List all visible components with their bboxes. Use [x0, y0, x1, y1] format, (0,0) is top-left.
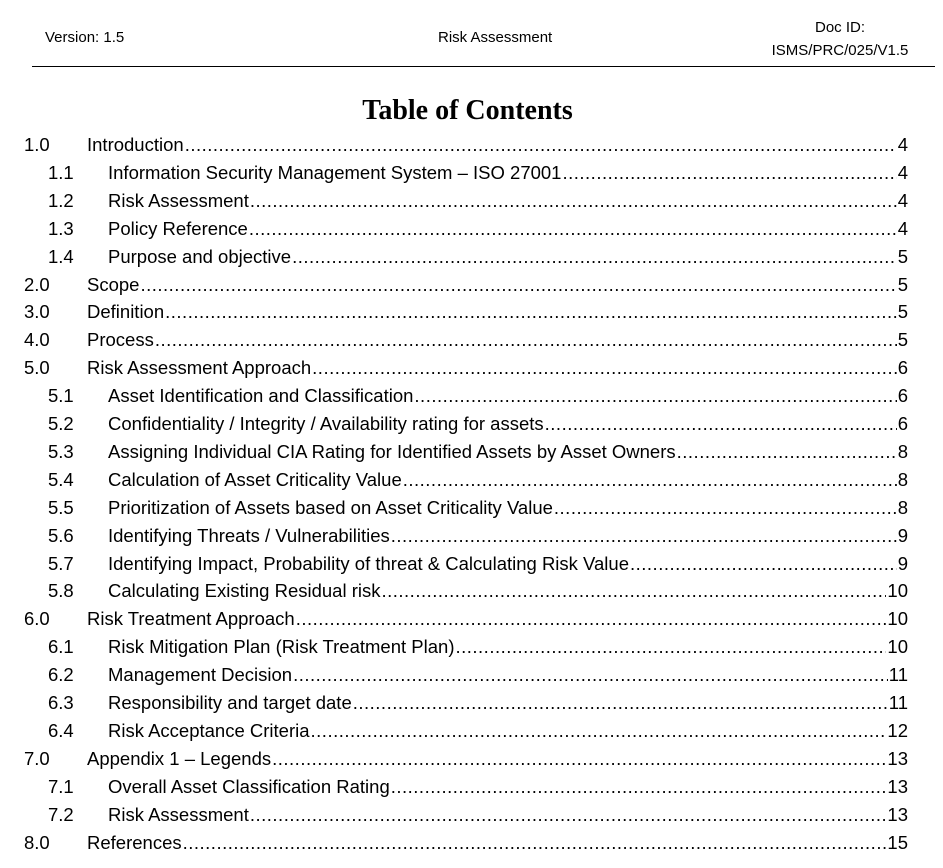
toc-entry[interactable]	[48, 441, 908, 467]
dot-leader	[403, 469, 897, 491]
dot-leader	[250, 804, 887, 826]
toc-entry[interactable]	[24, 832, 908, 858]
toc-entry-title: Risk Acceptance Criteria	[108, 719, 310, 741]
toc-entry-page: 5	[897, 329, 908, 351]
toc-entry[interactable]	[24, 329, 908, 355]
toc-entry-page: 4	[897, 189, 908, 211]
toc-entry-number: 6.1	[48, 636, 74, 658]
toc-entry-page: 6	[897, 385, 908, 407]
toc-entry[interactable]	[48, 469, 908, 495]
toc-entry[interactable]	[48, 246, 908, 272]
toc-entry[interactable]	[24, 301, 908, 327]
toc-entry[interactable]	[48, 636, 908, 662]
dot-leader	[677, 441, 897, 463]
toc-entry[interactable]	[48, 162, 908, 188]
toc-entry-title: Appendix 1 – Legends	[87, 747, 272, 769]
toc-entry-number: 6.0	[24, 608, 50, 630]
toc-entry-title: Identifying Threats / Vulnerabilities	[108, 524, 390, 546]
toc-entry-page: 13	[887, 747, 908, 769]
toc-entry-title: Introduction	[87, 134, 184, 155]
toc-entry-number: 5.5	[48, 496, 74, 518]
dot-leader	[250, 190, 897, 212]
toc-entry-page: 11	[888, 664, 908, 686]
toc-entry[interactable]	[24, 357, 908, 383]
toc-entry-page: 10	[887, 580, 908, 602]
dot-leader	[272, 748, 886, 770]
toc-entry-title: Definition	[87, 301, 165, 323]
dot-leader	[155, 329, 897, 351]
toc-entry[interactable]	[24, 748, 908, 774]
toc-entry-number: 6.4	[48, 719, 74, 741]
dot-leader	[165, 301, 897, 323]
dot-leader	[296, 608, 887, 630]
toc-entry-number: 6.3	[48, 692, 74, 713]
toc-entry-number: 5.7	[48, 552, 74, 574]
toc-entry[interactable]	[48, 692, 908, 718]
toc-entry-page: 8	[897, 468, 908, 490]
toc-entry-page: 9	[897, 524, 908, 546]
toc-entry-page: 10	[887, 608, 908, 630]
toc-entry-title: Purpose and objective	[108, 245, 292, 267]
toc-entry-number: 5.1	[48, 385, 74, 407]
doc-id-label: Doc ID:	[814, 19, 865, 36]
toc-entry-title: Process	[87, 329, 154, 351]
doc-id-value: ISMS/PRC/025/V1.5	[771, 42, 909, 59]
toc-entry-title: Asset Identification and Classification	[108, 385, 414, 407]
toc-entry-page: 6	[897, 413, 908, 434]
dot-leader	[311, 720, 887, 742]
toc-entry-number: 1.2	[48, 189, 74, 211]
toc-entry-page: 6	[897, 357, 908, 379]
toc-entry-number: 5.8	[48, 580, 74, 602]
dot-leader	[554, 497, 897, 519]
toc-entry-page: 4	[897, 161, 908, 183]
toc-entry-title: References	[87, 831, 182, 853]
toc-entry-title: Risk Assessment Approach	[87, 357, 312, 379]
toc-entry[interactable]	[24, 134, 908, 160]
toc-entry-number: 6.2	[48, 664, 74, 686]
header-version: Version: 1.5	[45, 29, 125, 46]
toc-entry-page: 10	[887, 636, 908, 658]
toc-entry-page: 5	[897, 273, 908, 295]
toc-entry[interactable]	[48, 776, 908, 802]
toc-entry-number: 5.6	[48, 524, 74, 546]
toc-entry[interactable]	[48, 720, 908, 746]
toc-entry-number: 8.0	[24, 831, 50, 853]
toc-entry-number: 5.4	[48, 468, 74, 490]
toc-entry[interactable]	[48, 413, 908, 439]
toc-entry-title: Calculating Existing Residual risk	[108, 580, 381, 602]
dot-leader	[455, 636, 886, 658]
toc-entry-title: Policy Reference	[108, 217, 248, 239]
dot-leader	[140, 274, 896, 296]
toc-entry-title: Assigning Individual CIA Rating for Identified Assets by Asset Owners	[108, 440, 676, 462]
toc-entry-title: Management Decision	[108, 664, 293, 686]
dot-leader	[391, 525, 897, 547]
toc-entry-title: Scope	[87, 273, 140, 295]
toc-entry-number: 1.4	[48, 245, 74, 267]
toc-entry-page: 8	[897, 440, 908, 462]
dot-leader	[312, 357, 897, 379]
toc-entry-page: 13	[887, 775, 908, 797]
toc-entry-number: 7.1	[48, 775, 74, 797]
toc-entry[interactable]	[48, 218, 908, 244]
toc-entry-number: 1.0	[24, 134, 50, 155]
toc-entry-number: 3.0	[24, 301, 50, 323]
toc-entry-title: Risk Assessment	[108, 189, 249, 211]
toc-entry-page: 5	[897, 245, 908, 267]
dot-leader	[183, 832, 887, 854]
toc-entry-title: Responsibility and target date	[108, 692, 352, 713]
toc-entry[interactable]	[24, 274, 908, 300]
toc-entry-number: 7.0	[24, 747, 50, 769]
toc-entry-number: 7.2	[48, 803, 74, 825]
toc-entry-page: 12	[887, 719, 908, 741]
toc-entry-page: 4	[897, 134, 908, 155]
toc-entry-title: Prioritization of Assets based on Asset Criticality Value	[108, 496, 553, 518]
toc-entry[interactable]	[48, 804, 908, 830]
toc-entry[interactable]	[48, 580, 908, 606]
header-title: Risk Assessment	[438, 29, 553, 46]
header-rule	[32, 66, 935, 67]
toc-entry-page: 8	[897, 496, 908, 518]
dot-leader	[381, 580, 886, 602]
toc-entry[interactable]	[48, 497, 908, 523]
toc-entry-number: 5.2	[48, 413, 74, 434]
toc-title: Table of Contents	[362, 95, 573, 126]
toc-entry-number: 1.1	[48, 161, 74, 183]
toc-entry-number: 5.3	[48, 440, 74, 462]
dot-leader	[630, 553, 897, 575]
dot-leader	[391, 776, 887, 798]
dot-leader	[185, 134, 897, 156]
toc-entry[interactable]	[24, 608, 908, 634]
dot-leader	[545, 413, 897, 435]
toc-entry-title: Risk Assessment	[108, 803, 249, 825]
toc-entry-title: Information Security Management System – ISO 27001	[108, 161, 562, 183]
toc-entry-title: Calculation of Asset Criticality Value	[108, 468, 402, 490]
toc-entry-page: 4	[897, 217, 908, 239]
toc-entry-page: 9	[897, 552, 908, 574]
toc-entry-page: 15	[887, 831, 908, 853]
toc-entry-title: Risk Treatment Approach	[87, 608, 295, 630]
toc-entry-title: Overall Asset Classification Rating	[108, 775, 390, 797]
header-doc-id	[760, 16, 920, 62]
dot-leader	[293, 664, 888, 686]
toc-entry-number: 2.0	[24, 273, 50, 295]
toc-entry-page: 13	[887, 803, 908, 825]
dot-leader	[562, 162, 896, 184]
toc-entry-number: 5.0	[24, 357, 50, 379]
toc-entry[interactable]	[48, 190, 908, 216]
toc-entry-title: Risk Mitigation Plan (Risk Treatment Plan)	[108, 636, 455, 658]
dot-leader	[353, 692, 888, 714]
toc-entry[interactable]	[48, 525, 908, 551]
toc-entry-title: Confidentiality / Integrity / Availability rating for assets	[108, 413, 544, 434]
dot-leader	[249, 218, 897, 240]
toc-entry-number: 1.3	[48, 217, 74, 239]
toc-entry[interactable]	[48, 664, 908, 690]
toc-entry-number: 4.0	[24, 329, 50, 351]
toc-entry-page: 5	[897, 301, 908, 323]
toc-entry-title: Identifying Impact, Probability of threat & Calculating Risk Value	[108, 552, 629, 574]
dot-leader	[414, 385, 896, 407]
toc-entry[interactable]	[48, 385, 908, 411]
toc-entry-page: 11	[888, 692, 908, 713]
dot-leader	[292, 246, 897, 268]
toc-entry[interactable]	[48, 553, 908, 579]
